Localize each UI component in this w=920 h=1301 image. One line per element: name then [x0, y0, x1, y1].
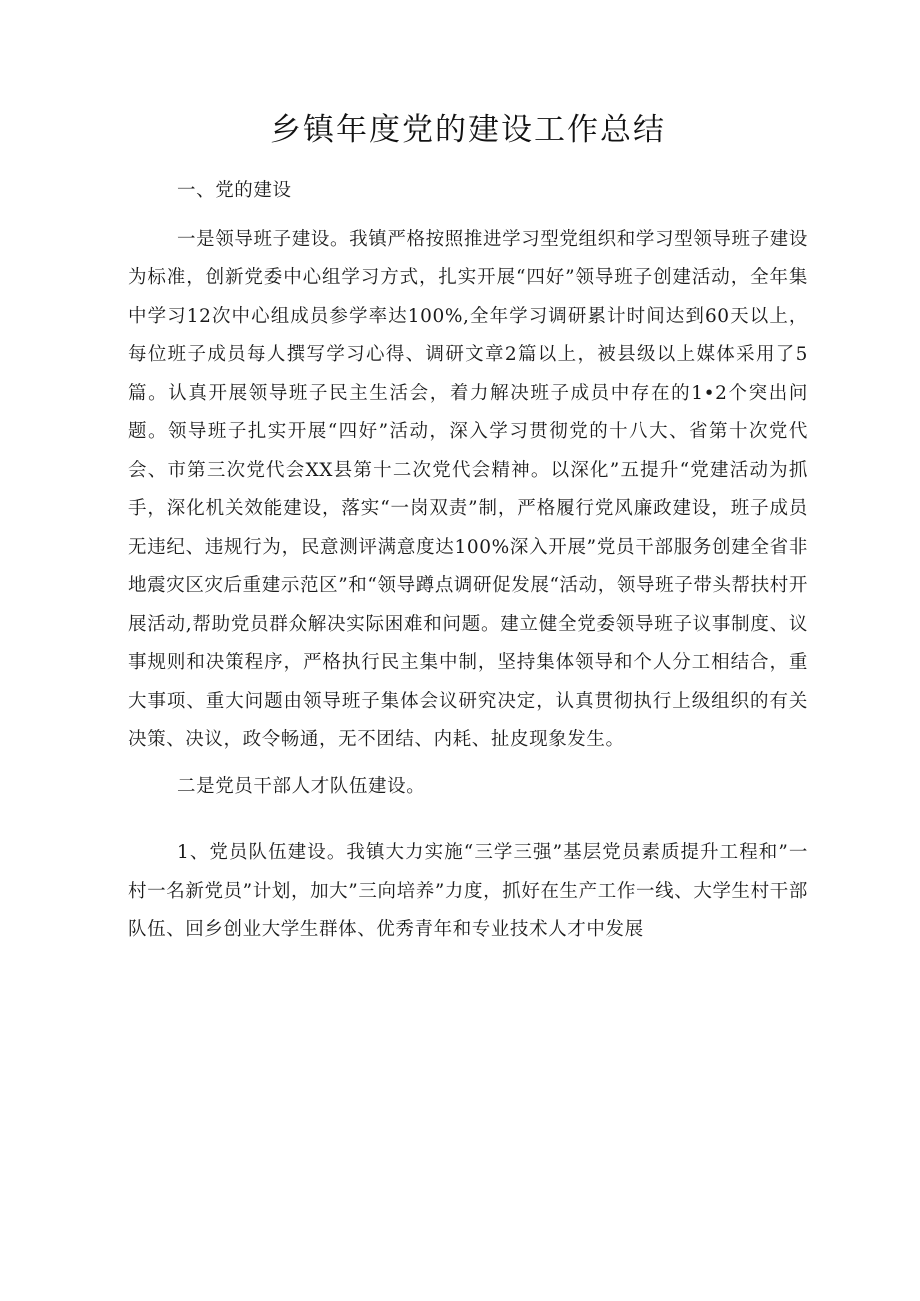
- paragraph-leadership: 一是领导班子建设。我镇严格按照推进学习型党组织和学习型领导班子建设为标准，创新党委中心组学习方式，扎实开展“四好”领导班子创建活动，全年集中学习12次中心组成员参学率达100%,全年学习调研累计时间达到60天以上，每位班子成员每人撰写学习心得、调研文章2篇以上，被县级以上媒体采用了5篇。认真开展领导班子民主生活会，着力解决班子成员中存在的1•2个突出问题。领导班子扎实开展“四好”活动，深入学习贯彻党的十八大、省第十次党代会、市第三次党代会XX县第十二次党代会精神。以深化”五提升“党建活动为抓手，深化机关效能建设，落实“一岗双责”制，严格履行党风廉政建设，班子成员无违纪、违规行为，民意测评满意度达100%深入开展”党员干部服务创建全省非地震灾区灾后重建示范区”和“领导蹲点调研促发展“活动，领导班子带头帮扶村开展活动,帮助党员群众解决实际困难和问题。建立健全党委领导班子议事制度、议事规则和决策程序，严格执行民主集中制，坚持集体领导和个人分工相结合，重大事项、重大问题由领导班子集体会议研究决定，认真贯彻执行上级组织的有关决策、决议，政令畅通，无不团结、内耗、扯皮现象发生。: [128, 228, 808, 750]
- document-title: 乡镇年度党的建设工作总结: [270, 112, 666, 148]
- paragraph-cadre-heading: 二是党员干部人才队伍建设。: [177, 775, 426, 797]
- paragraph-party-members: 1、党员队伍建设。我镇大力实施“三学三强”基层党员素质提升工程和”一村一名新党员”计划，加大”三向培养”力度，抓好在生产工作一线、大学生村干部队伍、回乡创业大学生群体、优秀青年和专业技术人才中发展: [128, 842, 808, 940]
- section-heading: 一、党的建设: [177, 180, 292, 201]
